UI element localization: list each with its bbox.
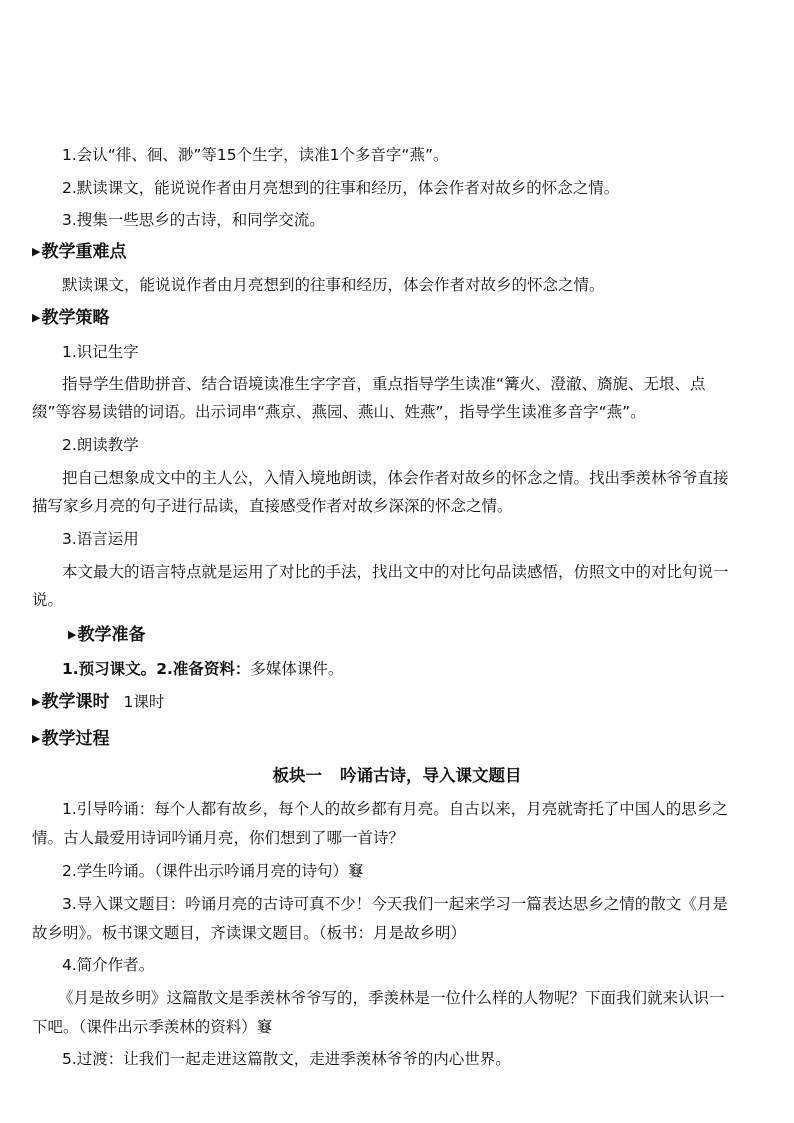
strategy-item3-title: 3.语言运用 xyxy=(62,530,139,548)
process-p3-line2: 故乡明》。板书课文题目，齐读课文题目。（板书：月是故乡明） xyxy=(32,924,467,942)
process-p2: 2.学生吟诵。（课件出示吟诵月亮的诗句）䆯 xyxy=(62,862,364,880)
section-heading: 吟诵古诗，导入课文题目 xyxy=(340,766,522,785)
objective-3: 3.搜集一些思乡的古诗，和同学交流。 xyxy=(62,211,325,229)
process-p4: 4.简介作者。 xyxy=(62,956,155,974)
process-heading: ▶教学过程 xyxy=(32,729,110,749)
process-p1-line2: 情。古人最爱用诗词吟诵月亮，你们想到了哪一首诗？ xyxy=(32,829,405,847)
courseware-mark: 䆯 xyxy=(256,1018,273,1036)
triangle-marker-icon: ▶ xyxy=(32,732,41,745)
triangle-marker-icon: ▶ xyxy=(32,695,41,708)
strategy-item1-line1: 指导学生借助拼音、结合语境读准生字字音，重点指导学生读准“篝火、澄澈、旖旎、无垠、点 xyxy=(62,375,706,393)
process-p3-line1: 3.导入课文题目：吟诵月亮的古诗可真不少！今天我们一起来学习一篇表达思乡之情的散文《月是 xyxy=(62,895,728,913)
strategy-item3-line2: 说。 xyxy=(32,591,64,609)
strategy-item1-line2: 缀”等容易读错的词语。出示词串“燕京、燕园、燕山、姓燕”，指导学生读准多音字“燕”。 xyxy=(32,403,646,421)
hours-row xyxy=(32,690,762,714)
key-points-heading: ▶教学重难点 xyxy=(32,242,127,262)
triangle-marker-icon: ▶ xyxy=(32,311,41,324)
process-p5-line2: 下吧。（课件出示季羡林的资料）䆯 xyxy=(32,1018,273,1036)
process-p1-line1: 1.引导吟诵：每个人都有故乡，每个人的故乡都有月亮。自古以来，月亮就寄托了中国人的思乡之 xyxy=(62,800,728,818)
triangle-marker-icon: ▶ xyxy=(68,628,77,641)
courseware-mark: 䆯 xyxy=(348,862,364,880)
strategy-item2-title: 2.朗读教学 xyxy=(62,436,139,454)
triangle-marker-icon: ▶ xyxy=(32,245,41,258)
preparation-heading: ▶教学准备 xyxy=(68,625,146,645)
process-p5-line1: 《月是故乡明》这篇散文是季羡林爷爷写的，季羡林是一位什么样的人物呢？下面我们就来认识一 xyxy=(58,989,725,1007)
preparation-item-1: 1.预习课文。 xyxy=(62,660,157,678)
section-title xyxy=(0,764,794,788)
strategy-item2-line1: 把自己想象成文中的主人公，入情入境地朗读，体会作者对故乡的怀念之情。找出季羡林爷爷直接 xyxy=(62,469,729,487)
strategy-item3-line1: 本文最大的语言特点就是运用了对比的手法，找出文中的对比句品读感悟，仿照文中的对比句说一 xyxy=(62,563,729,581)
preparation-item-2-text: 多媒体课件。 xyxy=(250,660,344,678)
section-label: 板块一 xyxy=(272,766,322,785)
key-points-text: 默读课文，能说说作者由月亮想到的往事和经历，体会作者对故乡的怀念之情。 xyxy=(62,276,605,294)
strategy-item2-line2: 描写家乡月亮的句子进行品读，直接感受作者对故乡深深的怀念之情。 xyxy=(32,497,513,515)
objective-2: 2.默读课文，能说说作者由月亮想到的往事和经历，体会作者对故乡的怀念之情。 xyxy=(62,179,620,197)
preparation-items xyxy=(62,657,762,681)
preparation-item-2-label: 2.准备资料： xyxy=(156,660,251,678)
objective-1: 1.会认“徘、徊、渺”等15个生字，读准1个多音字“燕”。 xyxy=(62,146,449,164)
hours-heading: 教学课时 xyxy=(41,692,110,712)
strategy-heading: ▶教学策略 xyxy=(32,308,110,328)
hours-value: 1课时 xyxy=(123,693,165,711)
process-p6: 5.过渡：让我们一起走进这篇散文，走进季羡林爷爷的内心世界。 xyxy=(62,1050,511,1068)
strategy-item1-title: 1.识记生字 xyxy=(62,343,139,361)
